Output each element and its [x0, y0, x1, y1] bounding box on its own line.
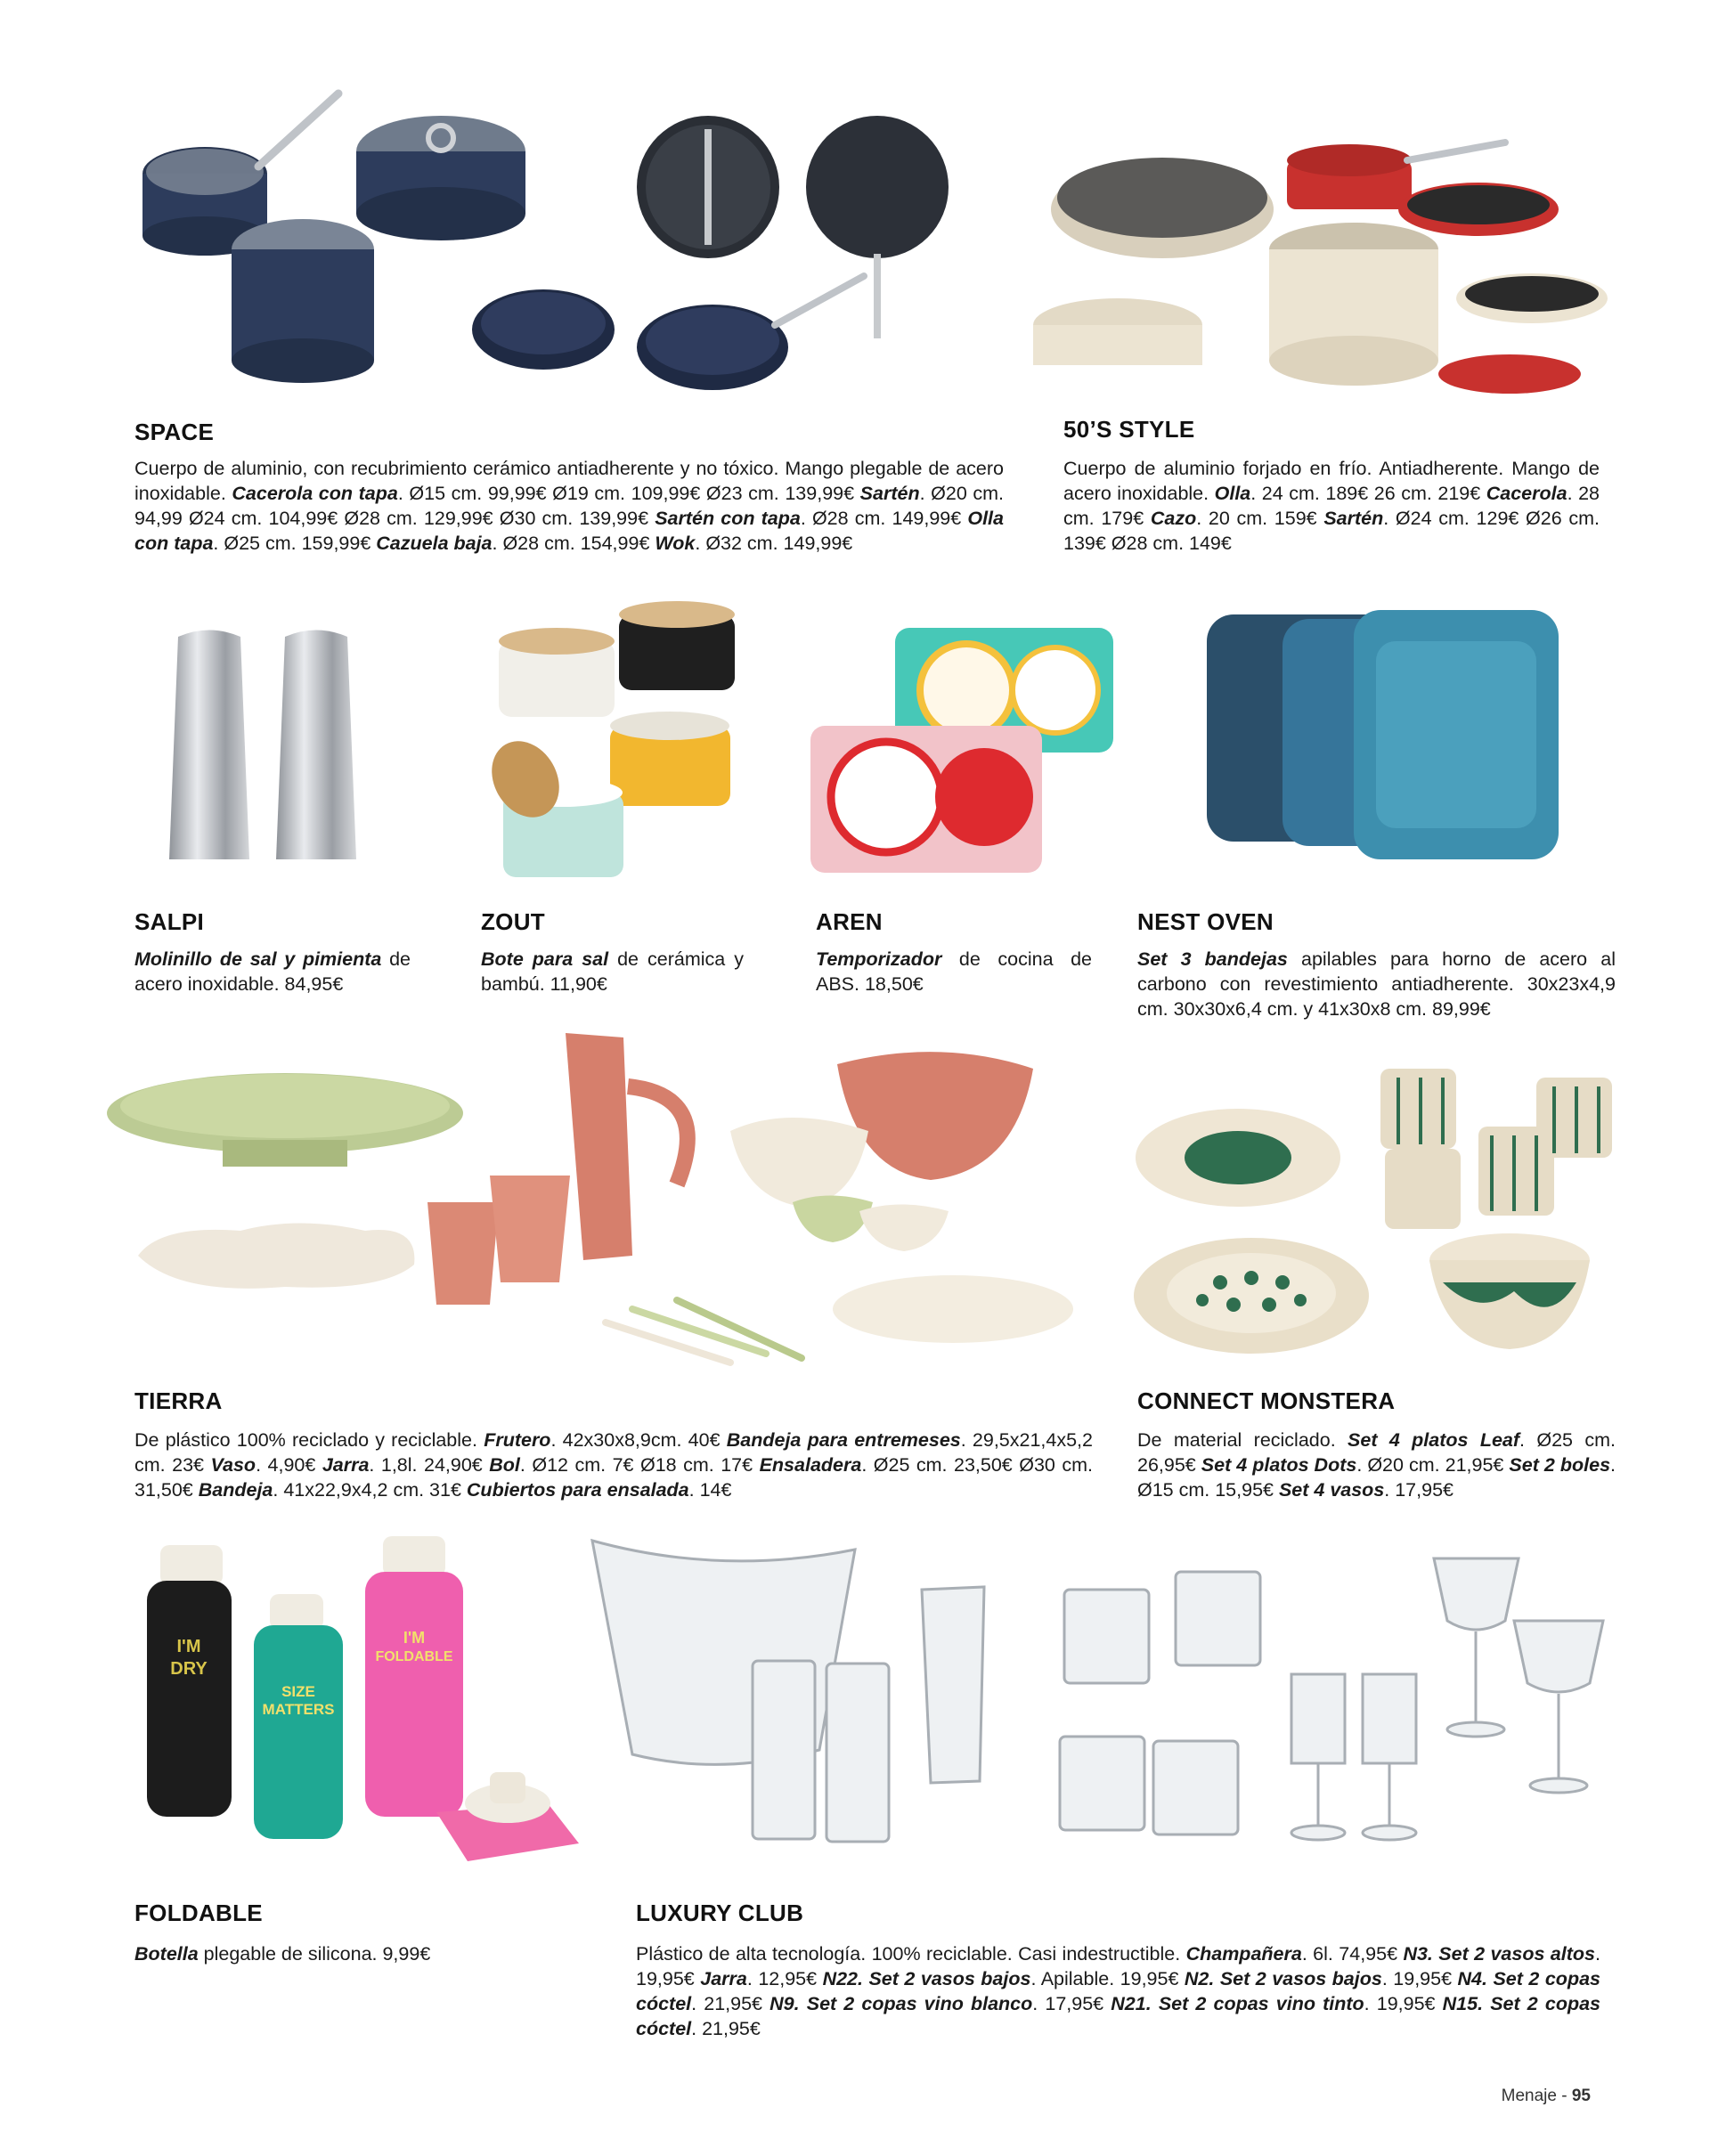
product-name-run: Champañera	[1185, 1943, 1302, 1965]
product-name-run: Ensaladera	[759, 1454, 862, 1476]
product-name-run: Cazo	[1150, 508, 1197, 529]
aren-title: AREN	[816, 908, 883, 935]
luxury-club-low-glass-4	[1153, 1741, 1238, 1835]
description-run: . 4,90€	[256, 1454, 322, 1476]
product-name-run: Cacerola	[1486, 483, 1568, 504]
space-wok	[472, 289, 615, 370]
product-name-run: Cacerola con tapa	[232, 483, 398, 504]
smeg-small-pan-cream	[1456, 273, 1608, 323]
footer-separator: -	[1556, 2087, 1572, 2105]
tierra-description	[134, 1428, 1093, 1502]
luxury-club-wine-glass-2	[1363, 1674, 1416, 1840]
smeg-casserole-cream	[1051, 158, 1274, 258]
description-run: . 29,5x21,4x5,2 cm. 23€	[134, 1429, 1093, 1476]
tierra-glass-1	[428, 1202, 499, 1305]
foldable-description	[134, 1941, 580, 1966]
description-run: . 20 cm. 159€	[1196, 508, 1324, 529]
product-name-run: N4. Set 2 copas cóctel	[636, 1968, 1600, 2014]
smeg-saute-pan-cream	[1033, 298, 1202, 365]
space-title: SPACE	[134, 419, 215, 445]
smeg-stockpot-cream	[1269, 223, 1438, 386]
product-name-run: Set 2 boles	[1509, 1454, 1611, 1476]
product-name-run: N2. Set 2 vasos bajos	[1184, 1968, 1382, 1989]
monstera-plate-leaf	[1136, 1109, 1340, 1207]
product-name-run: Bol	[489, 1454, 520, 1476]
description-run: . Ø25 cm. 159,99€	[213, 533, 377, 554]
foldable-bottle-teal-label-2: MATTERS	[262, 1701, 335, 1718]
description-run: Cuerpo de aluminio forjado en frío. Antiadherente. Mango de acero inoxidable.	[1063, 458, 1600, 504]
monstera-plate-dots	[1134, 1238, 1369, 1354]
page-number: 95	[1571, 2087, 1591, 2105]
description-run: . Ø25 cm. 23,50€ Ø30 cm. 31,50€	[134, 1454, 1093, 1501]
luxury-club-tall-glass-1	[753, 1661, 815, 1839]
foldable-bottles-image	[147, 1536, 583, 1879]
salpi-grinder-right	[276, 631, 356, 860]
nest-oven-trays-image	[1202, 606, 1563, 864]
description-run: . 17,95€	[1032, 1993, 1112, 2014]
foldable-bottle-black-label-1: I'M	[176, 1637, 201, 1656]
product-name-run: Cazuela baja	[376, 533, 493, 554]
product-name-run: Bote para sal	[481, 948, 609, 970]
product-name-run: Molinillo de sal y pimienta	[134, 948, 382, 970]
product-name-run: N3. Set 2 vasos altos	[1403, 1943, 1595, 1965]
salpi-grinder-left	[169, 631, 249, 860]
description-run: . 41x22,9x4,2 cm. 31€	[273, 1479, 467, 1501]
product-name-run: Set 4 platos Leaf	[1348, 1429, 1520, 1451]
luxury-club-title: LUXURY CLUB	[636, 1900, 804, 1926]
description-run: . Ø20 cm. 21,95€	[1356, 1454, 1510, 1476]
description-run: . 1,8l. 24,90€	[369, 1454, 490, 1476]
product-name-run: N22. Set 2 vasos bajos	[822, 1968, 1031, 1989]
description-run: . Ø15 cm. 15,95€	[1137, 1454, 1616, 1501]
zout-jar-black	[619, 601, 735, 690]
nest-oven-title: NEST OVEN	[1137, 908, 1274, 935]
connect-monstera-image	[1131, 1060, 1616, 1367]
product-name-run: Sartén con tapa	[655, 508, 801, 529]
product-name-run: Bandeja para entremeses	[726, 1429, 961, 1451]
zout-jar-yellow	[610, 712, 730, 806]
description-run: . 24 cm. 189€ 26 cm. 219€	[1250, 483, 1486, 504]
salpi-description	[134, 947, 411, 997]
smeg-small-pan-red	[1438, 354, 1581, 394]
tierra-collection-image	[107, 1024, 1104, 1371]
description-run: . Ø12 cm. 7€ Ø18 cm. 17€	[519, 1454, 760, 1476]
aren-description	[816, 947, 1092, 997]
connect-monstera-title: CONNECT MONSTERA	[1137, 1387, 1396, 1414]
luxury-club-tall-glass-2	[826, 1664, 889, 1842]
product-name-run: Olla con tapa	[134, 508, 1004, 554]
luxury-club-glassware-image	[588, 1532, 1621, 1861]
description-run: . 19,95€	[1381, 1968, 1458, 1989]
product-name-run: Jarra	[700, 1968, 747, 1989]
product-name-run: Set 4 vasos	[1278, 1479, 1385, 1501]
description-run: . 19,95€	[636, 1943, 1600, 1989]
tierra-salad-servers	[606, 1300, 802, 1363]
50s-style-cookware-image	[1033, 125, 1648, 410]
monstera-bowl	[1429, 1233, 1590, 1349]
foldable-bottle-pink-label-1: I'M	[403, 1629, 426, 1647]
product-name-run: N9. Set 2 copas vino blanco	[770, 1993, 1033, 2014]
tierra-appetizer-tray	[138, 1224, 414, 1289]
foldable-bottle-teal-label-1: SIZE	[281, 1683, 315, 1700]
description-run: . 12,95€	[746, 1968, 823, 1989]
footer-section: Menaje	[1501, 2087, 1557, 2105]
zout-jar-white	[499, 628, 615, 717]
luxury-club-jug	[922, 1587, 984, 1783]
luxury-club-low-glass-1	[1064, 1590, 1149, 1683]
description-run: . 42x30x8,9cm. 40€	[550, 1429, 727, 1451]
zout-description	[481, 947, 744, 997]
tierra-title: TIERRA	[134, 1387, 223, 1414]
foldable-bottle-black	[147, 1545, 232, 1817]
description-run: de acero inoxidable. 84,95€	[134, 948, 411, 995]
tierra-bowl-cream	[730, 1118, 868, 1207]
foldable-title: FOLDABLE	[134, 1900, 263, 1926]
tierra-jug	[566, 1033, 688, 1260]
description-run: de cocina de ABS. 18,50€	[816, 948, 1092, 995]
product-name-run: Wok	[655, 533, 696, 554]
product-name-run: N21. Set 2 copas vino tinto	[1111, 1993, 1364, 2014]
description-run: . Ø25 cm. 26,95€	[1137, 1429, 1616, 1476]
zout-title: ZOUT	[481, 908, 545, 935]
description-run: . Apilable. 19,95€	[1030, 1968, 1185, 1989]
space-cookware-image	[125, 85, 1006, 419]
monstera-cups	[1380, 1069, 1612, 1229]
tierra-serving-tray	[833, 1275, 1073, 1343]
tierra-glass-2	[490, 1176, 570, 1282]
product-name-run: N15. Set 2 copas cóctel	[636, 1993, 1601, 2039]
luxury-club-wine-glass-1	[1291, 1674, 1345, 1840]
luxury-club-cocktail-glass-2	[1514, 1621, 1603, 1793]
luxury-club-low-glass-3	[1060, 1737, 1144, 1830]
space-frying-pan	[637, 276, 864, 390]
aren-timers-image	[810, 623, 1118, 877]
product-name-run: Botella	[134, 1943, 199, 1965]
zout-jar-mint	[490, 729, 623, 877]
description-run: . 6l. 74,95€	[1301, 1943, 1404, 1965]
description-run: . 17,95€	[1384, 1479, 1454, 1501]
description-run: . 21,95€	[691, 1993, 770, 2014]
foldable-bottle-pink	[365, 1536, 463, 1817]
description-run: . 19,95€	[1364, 1993, 1443, 2014]
salpi-title: SALPI	[134, 908, 205, 935]
product-name-run: Set 4 platos Dots	[1201, 1454, 1357, 1476]
page-footer	[1502, 2087, 1591, 2106]
product-name-run: Jarra	[322, 1454, 370, 1476]
tierra-fruit-bowl	[107, 1073, 463, 1167]
description-run: . Ø28 cm. 154,99€	[492, 533, 656, 554]
50s-style-description	[1063, 456, 1600, 556]
description-run: . 28 cm. 179€	[1063, 483, 1600, 529]
product-name-run: Temporizador	[816, 948, 942, 970]
description-run: de cerámica y bambú. 11,90€	[481, 948, 744, 995]
description-run: . Ø15 cm. 99,99€ Ø19 cm. 109,99€ Ø23 cm. 139,99€	[397, 483, 860, 504]
product-name-run: Bandeja	[198, 1479, 273, 1501]
tierra-bowl-small-green	[793, 1196, 873, 1243]
description-run: . 21,95€	[691, 2018, 761, 2039]
description-run: De plástico 100% reciclado y reciclable.	[134, 1429, 484, 1451]
nest-oven-description	[1137, 947, 1616, 1021]
product-name-run: Vaso	[210, 1454, 256, 1476]
product-name-run: Set 3 bandejas	[1137, 948, 1288, 970]
space-low-casserole	[356, 116, 525, 240]
description-run: plegable de silicona. 9,99€	[198, 1943, 431, 1965]
description-run: . Ø24 cm. 129€ Ø26 cm. 139€ Ø28 cm. 149€	[1063, 508, 1600, 554]
space-description	[134, 456, 1004, 556]
zout-jars-image	[490, 592, 739, 882]
description-run: . Ø28 cm. 149,99€	[800, 508, 968, 529]
description-run: . Ø32 cm. 149,99€	[695, 533, 853, 554]
description-run: . Ø20 cm. 94,99 Ø24 cm. 104,99€ Ø28 cm. 129,99€ Ø30 cm. 139,99€	[134, 483, 1004, 529]
smeg-pan-red	[1398, 183, 1559, 236]
connect-monstera-description	[1137, 1428, 1616, 1502]
description-run: Plástico de alta tecnología. 100% reciclable. Casi indestructible.	[636, 1943, 1186, 1965]
luxury-club-low-glass-2	[1176, 1572, 1260, 1665]
space-stockpot	[232, 219, 374, 383]
product-name-run: Olla	[1214, 483, 1251, 504]
product-name-run: Sartén	[859, 483, 920, 504]
luxury-club-description	[636, 1941, 1600, 2041]
luxury-club-cocktail-glass-1	[1434, 1558, 1519, 1737]
foldable-bottle-teal	[254, 1594, 343, 1839]
description-run: De material reciclado.	[1137, 1429, 1348, 1451]
tierra-bowl-small-cream	[859, 1205, 949, 1252]
description-run: . 14€	[688, 1479, 732, 1501]
product-name-run: Frutero	[484, 1429, 551, 1451]
description-run: Cuerpo de aluminio, con recubrimiento cerámico antiadherente y no tóxico. Mango plegable de acero inoxidable.	[134, 458, 1004, 504]
description-run: apilables para horno de acero al carbono con revestimiento antiadherente. 30x23x4,9 cm. 30x30x6,4 cm. y 41x30x8 cm. 89,99€	[1137, 948, 1616, 1020]
aren-timer-pink	[810, 726, 1042, 873]
50s-style-title: 50’S STYLE	[1063, 416, 1195, 443]
salpi-grinders-image	[165, 623, 370, 864]
space-frying-pan-lid	[806, 116, 949, 338]
space-frying-pan-closed	[637, 116, 779, 258]
tierra-salad-bowl	[837, 1052, 1033, 1180]
product-name-run: Cubiertos para ensalada	[466, 1479, 689, 1501]
foldable-bottle-pink-label-2: FOLDABLE	[375, 1649, 453, 1664]
foldable-bottle-black-label-2: DRY	[170, 1659, 208, 1679]
product-name-run: Sartén	[1323, 508, 1384, 529]
